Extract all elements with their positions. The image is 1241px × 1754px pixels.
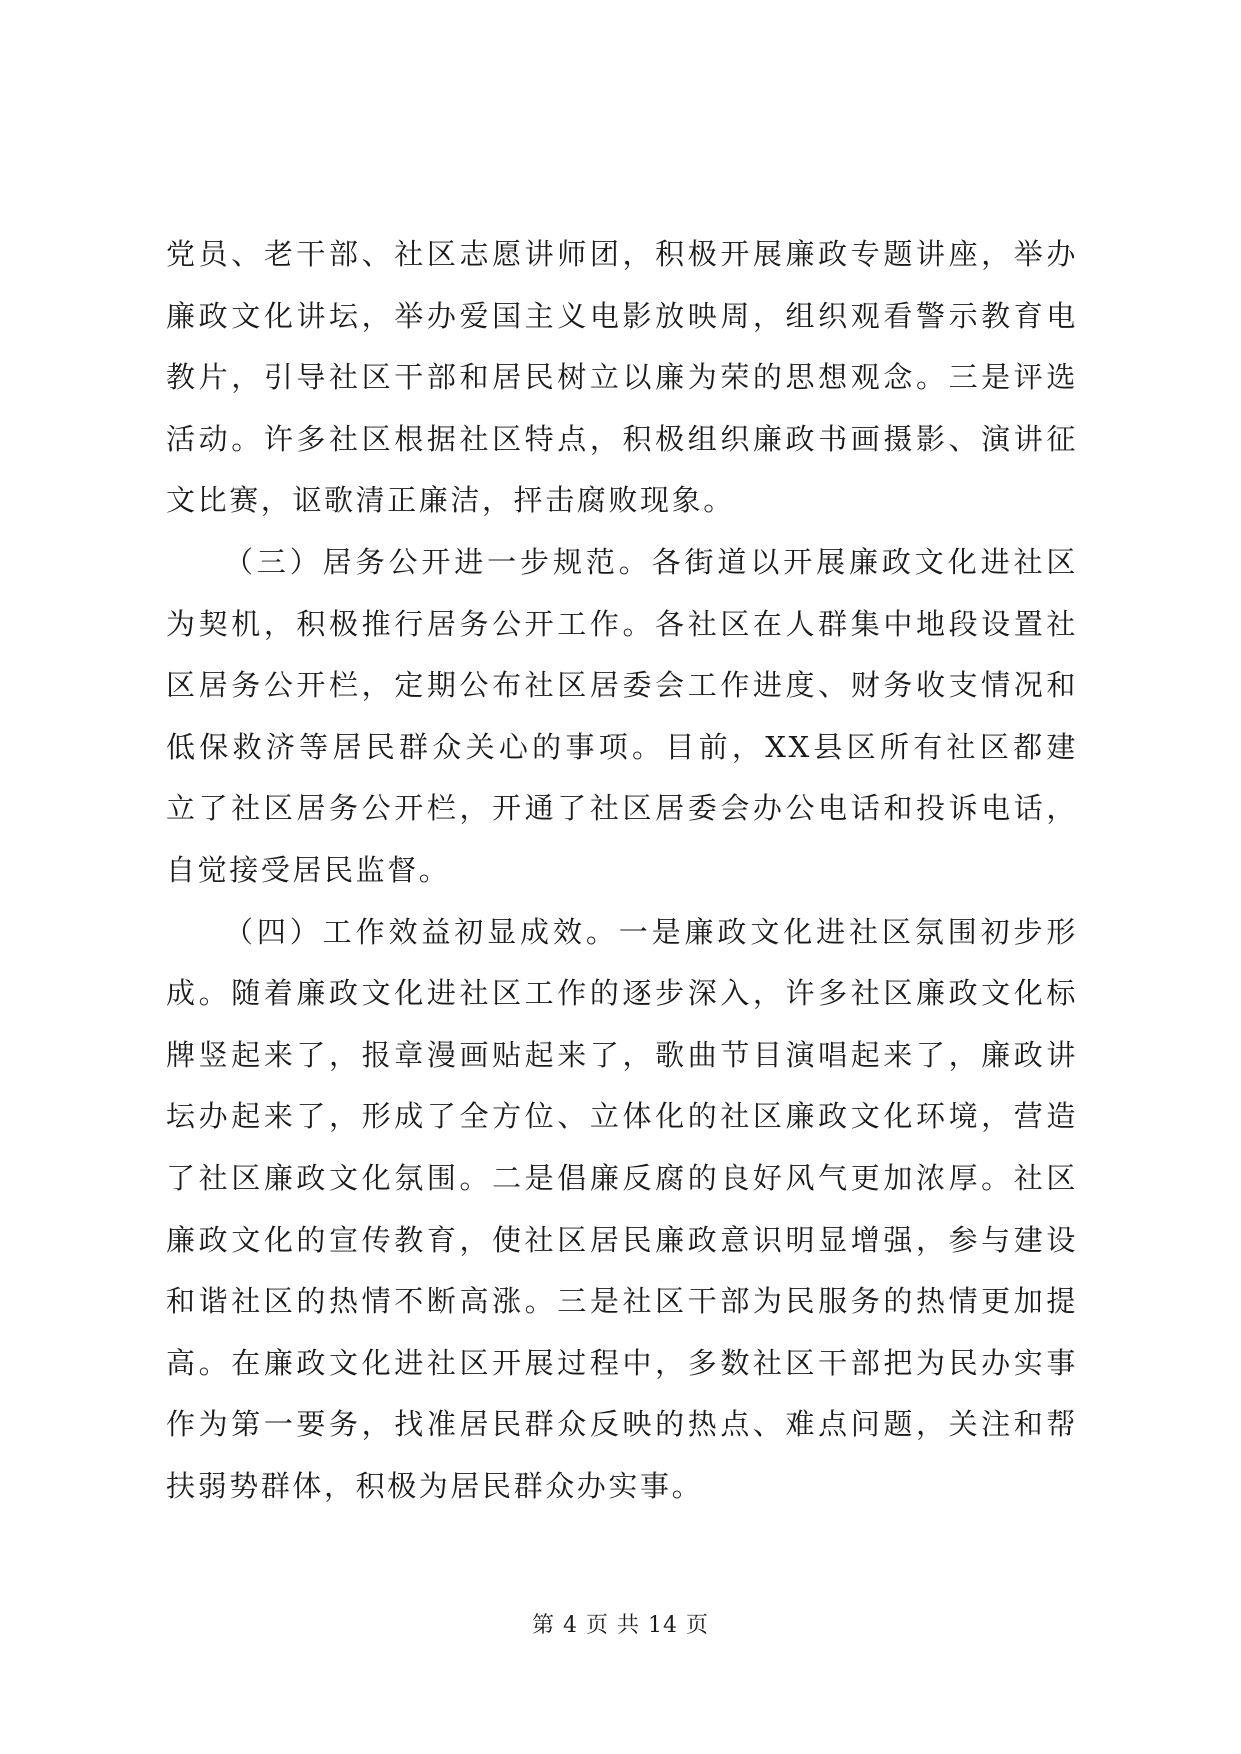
- text-line: 活动。许多社区根据社区特点，积极组织廉政书画摄影、演讲征: [166, 421, 1078, 456]
- text-line: 区居务公开栏，定期公布社区居委会工作进度、财务收支情况和: [166, 668, 1078, 703]
- text-line: 文比赛，讴歌清正廉洁，抨击腐败现象。: [166, 483, 735, 518]
- text-line: 低保救济等居民群众关心的事项。目前，XX县区所有社区都建: [166, 729, 1078, 764]
- page-number-footer: 第 4 页 共 14 页: [532, 1613, 709, 1638]
- document-body: [166, 224, 1078, 1517]
- text-line: 牌竖起来了，报章漫画贴起来了，歌曲节目演唱起来了，廉政讲: [166, 1037, 1078, 1072]
- text-line: 作为第一要务，找准居民群众反映的热点、难点问题，关注和帮: [166, 1407, 1078, 1442]
- text-line: 坛办起来了，形成了全方位、立体化的社区廉政文化环境，营造: [166, 1099, 1078, 1134]
- text-line: 党员、老干部、社区志愿讲师团，积极开展廉政专题讲座，举办: [166, 237, 1078, 271]
- text-line: （四）工作效益初显成效。一是廉政文化进社区氛围初步形: [224, 914, 1078, 949]
- text-line: 高。在廉政文化进社区开展过程中，多数社区干部把为民办实事: [166, 1345, 1078, 1380]
- text-line: 为契机，积极推行居务公开工作。各社区在人群集中地段设置社: [166, 606, 1078, 641]
- text-line: 自觉接受居民监督。: [166, 852, 451, 887]
- paragraph-3: [166, 902, 1078, 1518]
- paragraph-2: [166, 532, 1078, 902]
- text-line: 教片，引导社区干部和居民树立以廉为荣的思想观念。三是评选: [166, 360, 1078, 395]
- text-line: 廉政文化讲坛，举办爱国主义电影放映周，组织观看警示教育电: [166, 298, 1078, 333]
- text-line: 扶弱势群体，积极为居民群众办实事。: [166, 1468, 704, 1503]
- text-line: 了社区廉政文化氛围。二是倡廉反腐的良好风气更加浓厚。社区: [166, 1160, 1078, 1195]
- text-line: 立了社区居务公开栏，开通了社区居委会办公电话和投诉电话，: [166, 791, 1078, 826]
- text-line: 和谐社区的热情不断高涨。三是社区干部为民服务的热情更加提: [166, 1284, 1078, 1319]
- text-line: 廉政文化的宣传教育，使社区居民廉政意识明显增强，参与建设: [166, 1222, 1078, 1257]
- text-line: （三）居务公开进一步规范。各街道以开展廉政文化进社区: [224, 544, 1078, 579]
- paragraph-1: [166, 224, 1078, 532]
- text-line: 成。随着廉政文化进社区工作的逐步深入，许多社区廉政文化标: [166, 976, 1078, 1011]
